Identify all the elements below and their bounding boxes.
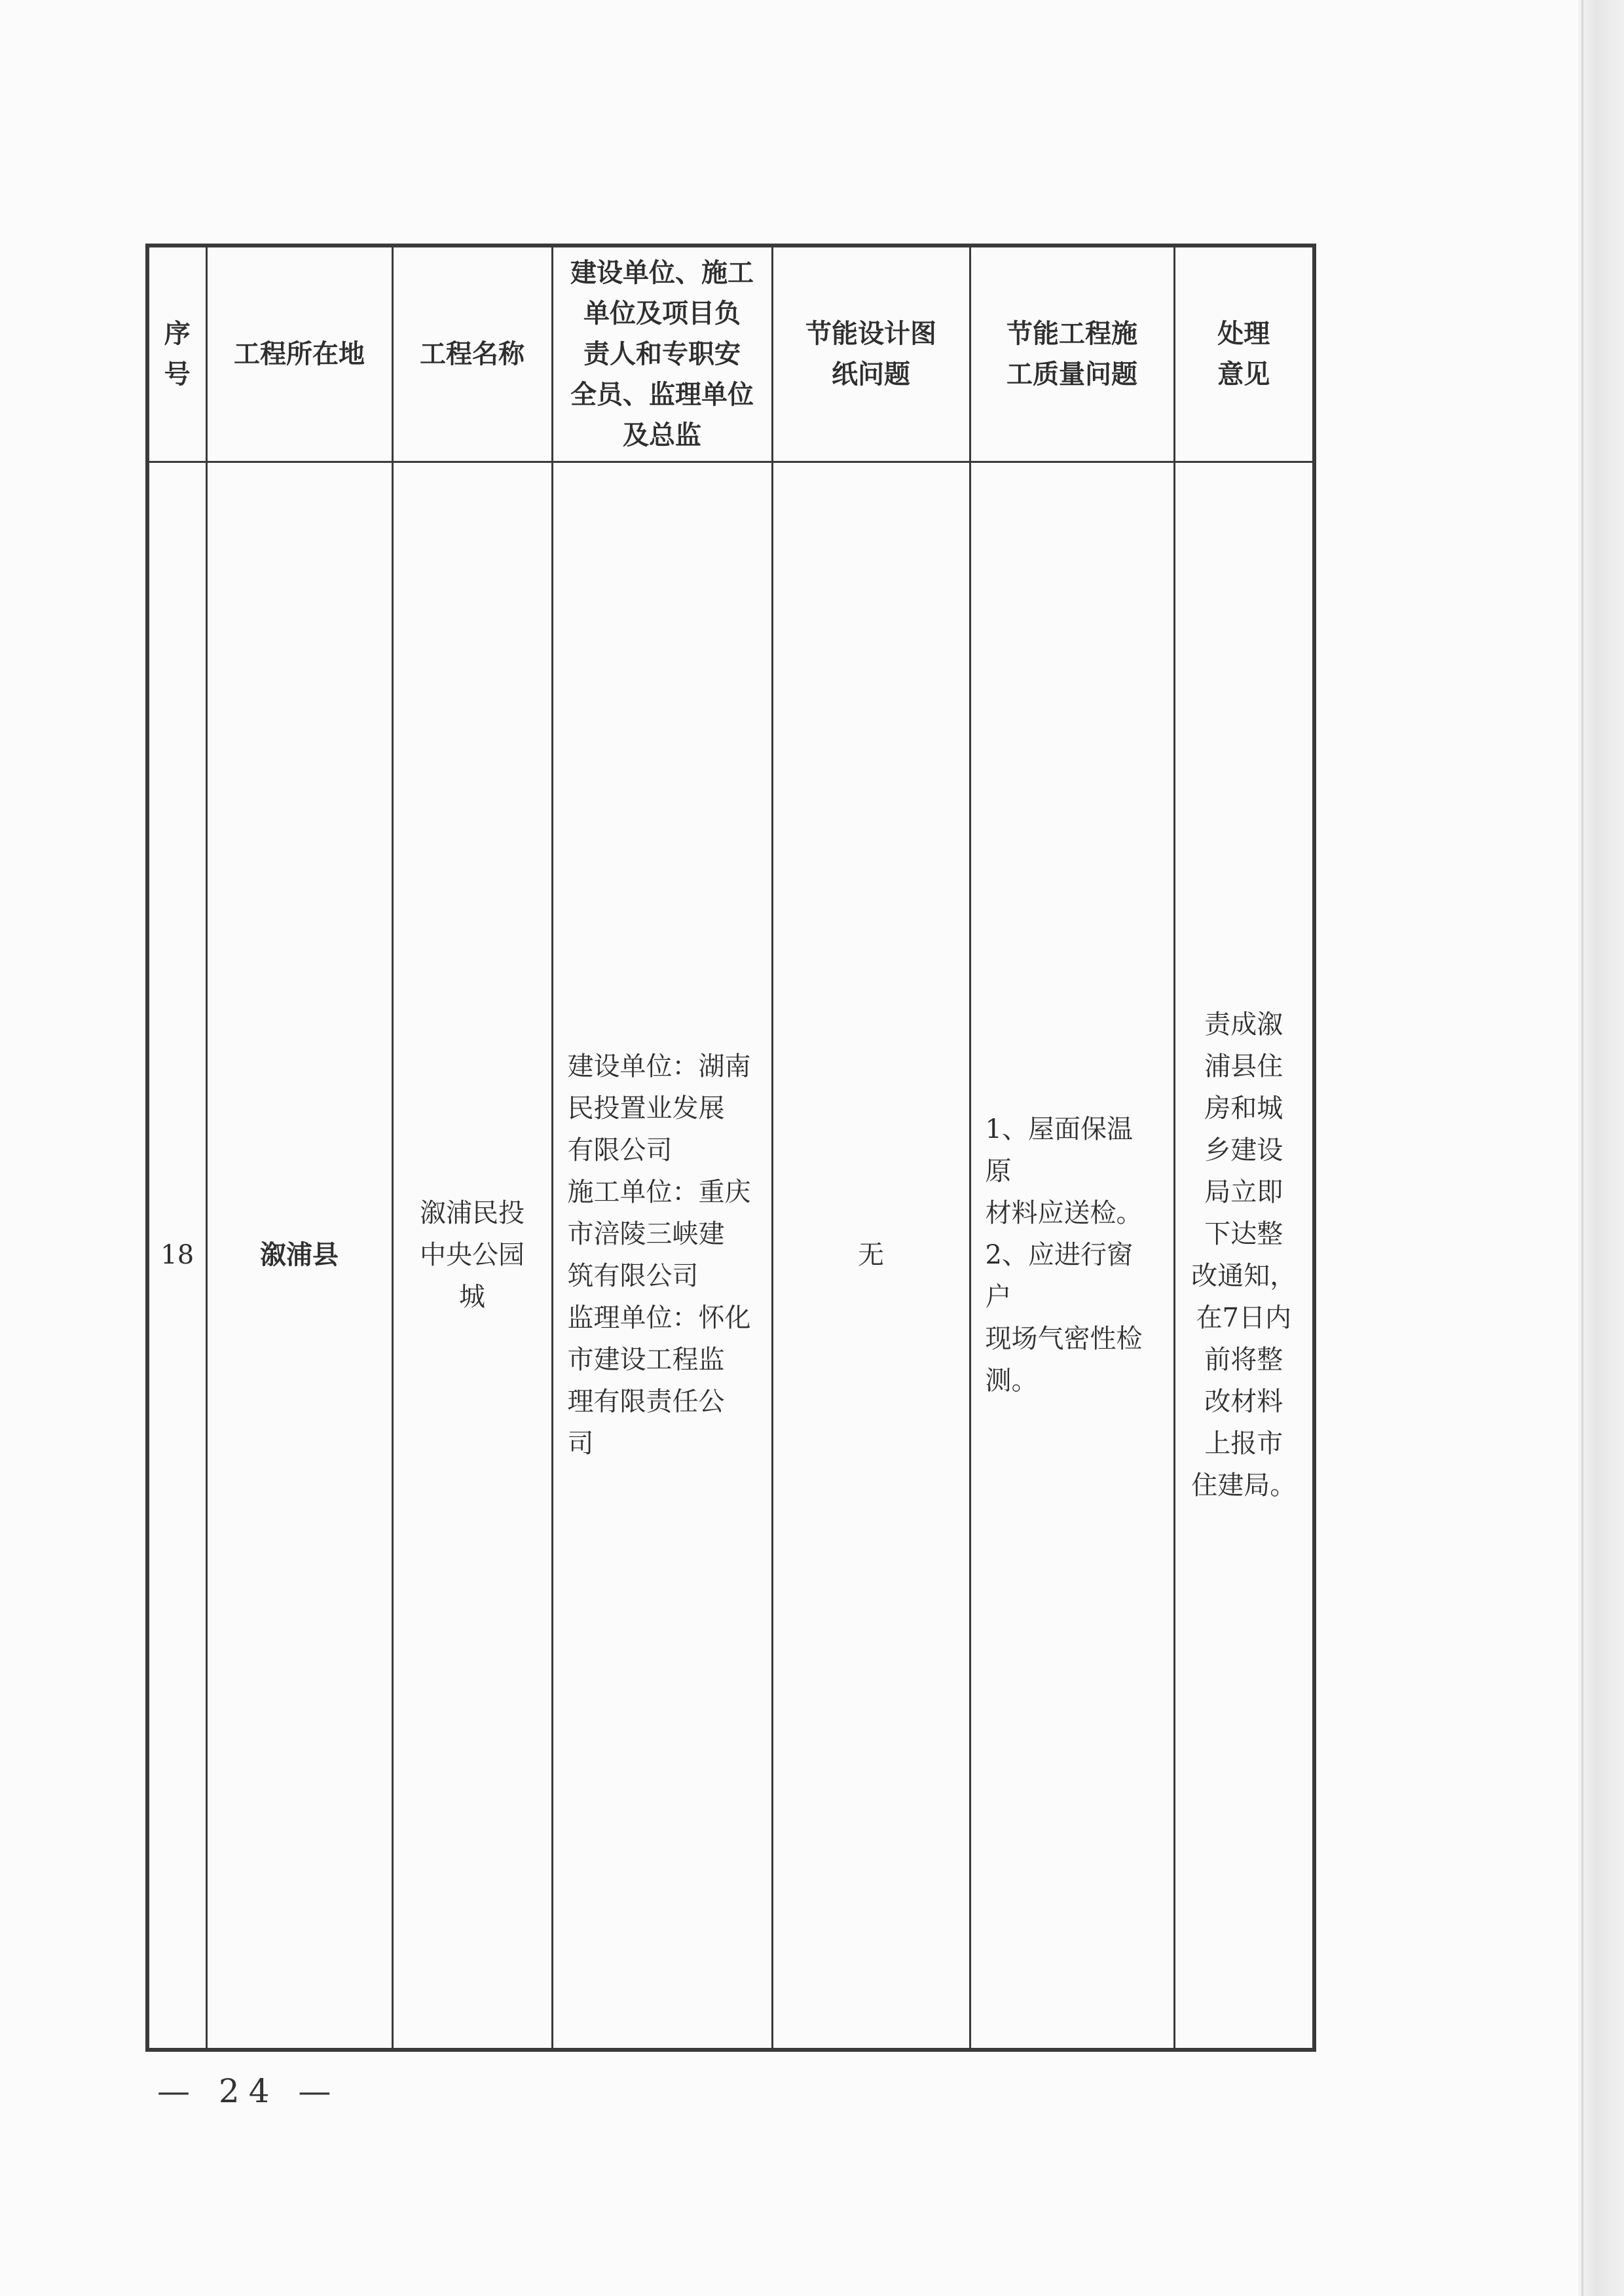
location-value: 溆浦县 (260, 1240, 339, 1271)
opinion-line: 房和城 (1204, 1093, 1283, 1124)
header-units-line: 单位及项目负 (583, 298, 741, 329)
units-line: 司 (567, 1429, 594, 1459)
design-issue-value: 无 (858, 1240, 884, 1271)
table-row (147, 462, 1314, 2050)
scan-line (1581, 0, 1583, 2296)
inspection-table (145, 244, 1316, 2052)
quality-line: 材料应送检。 (985, 1198, 1143, 1229)
header-quality-issue (970, 246, 1174, 462)
project-name-line: 中央公园 (420, 1240, 525, 1271)
quality-line: 2、应进行窗户 (985, 1240, 1133, 1313)
header-project-name-label: 工程名称 (420, 338, 525, 369)
units-line: 建设单位：湖南 (567, 1051, 751, 1082)
units-line: 市涪陵三峡建 (567, 1219, 725, 1250)
opinion-line: 在7日内 (1196, 1303, 1291, 1334)
header-project-name (392, 246, 552, 462)
header-seq-line: 号 (164, 359, 191, 390)
cell-project-name (392, 462, 552, 2050)
units-line: 理有限责任公 (567, 1387, 725, 1417)
header-opinion (1174, 246, 1314, 462)
opinion-line: 乡建设 (1204, 1135, 1283, 1166)
cell-units (552, 462, 772, 2050)
header-units-line: 全员、监理单位 (570, 379, 754, 410)
units-line: 筑有限公司 (567, 1261, 699, 1292)
cell-quality-issue (970, 462, 1174, 2050)
header-units-line: 责人和专职安 (583, 338, 741, 369)
header-location (206, 246, 392, 462)
header-location-label: 工程所在地 (234, 338, 365, 369)
scan-edge (1578, 0, 1624, 2296)
units-line: 监理单位：怀化 (567, 1303, 751, 1334)
units-line: 市建设工程监 (567, 1345, 725, 1376)
header-units-line: 建设单位、施工 (570, 257, 754, 288)
opinion-line: 住建局。 (1191, 1470, 1297, 1501)
header-opinion-line: 意见 (1217, 359, 1270, 390)
header-design-line: 纸问题 (832, 359, 910, 390)
units-line: 有限公司 (567, 1135, 673, 1166)
header-seq-line: 序 (164, 318, 191, 349)
quality-line: 测。 (985, 1366, 1038, 1396)
table-header-row (147, 246, 1314, 462)
opinion-line: 前将整 (1204, 1345, 1283, 1376)
header-units (552, 246, 772, 462)
header-quality-line: 工质量问题 (1006, 359, 1137, 390)
cell-seq (147, 462, 206, 2050)
opinion-line: 责成溆 (1204, 1010, 1283, 1040)
opinion-line: 上报市 (1204, 1429, 1283, 1459)
header-design-line: 节能设计图 (805, 318, 936, 349)
opinion-line: 改通知， (1191, 1261, 1297, 1292)
project-name-line: 溆浦民投 (420, 1198, 525, 1229)
cell-design-issue (772, 462, 970, 2050)
page-number: — 24 — (157, 2072, 341, 2110)
opinion-line: 下达整 (1204, 1219, 1283, 1250)
opinion-line: 局立即 (1204, 1177, 1283, 1208)
cell-location (206, 462, 392, 2050)
units-line: 民投置业发展 (567, 1093, 725, 1124)
header-quality-line: 节能工程施 (1006, 318, 1137, 349)
project-name-line: 城 (459, 1282, 485, 1313)
opinion-line: 浦县住 (1204, 1051, 1283, 1082)
header-opinion-line: 处理 (1217, 318, 1270, 349)
table-container (145, 244, 1312, 2052)
units-line: 施工单位：重庆 (567, 1177, 751, 1208)
seq-value: 18 (160, 1240, 194, 1271)
quality-line: 现场气密性检 (985, 1324, 1143, 1355)
header-units-line: 及总监 (623, 420, 701, 450)
opinion-line: 改材料 (1204, 1387, 1283, 1417)
cell-opinion (1174, 462, 1314, 2050)
header-design-issue (772, 246, 970, 462)
quality-line: 1、屋面保温原 (985, 1114, 1133, 1187)
header-seq (147, 246, 206, 462)
